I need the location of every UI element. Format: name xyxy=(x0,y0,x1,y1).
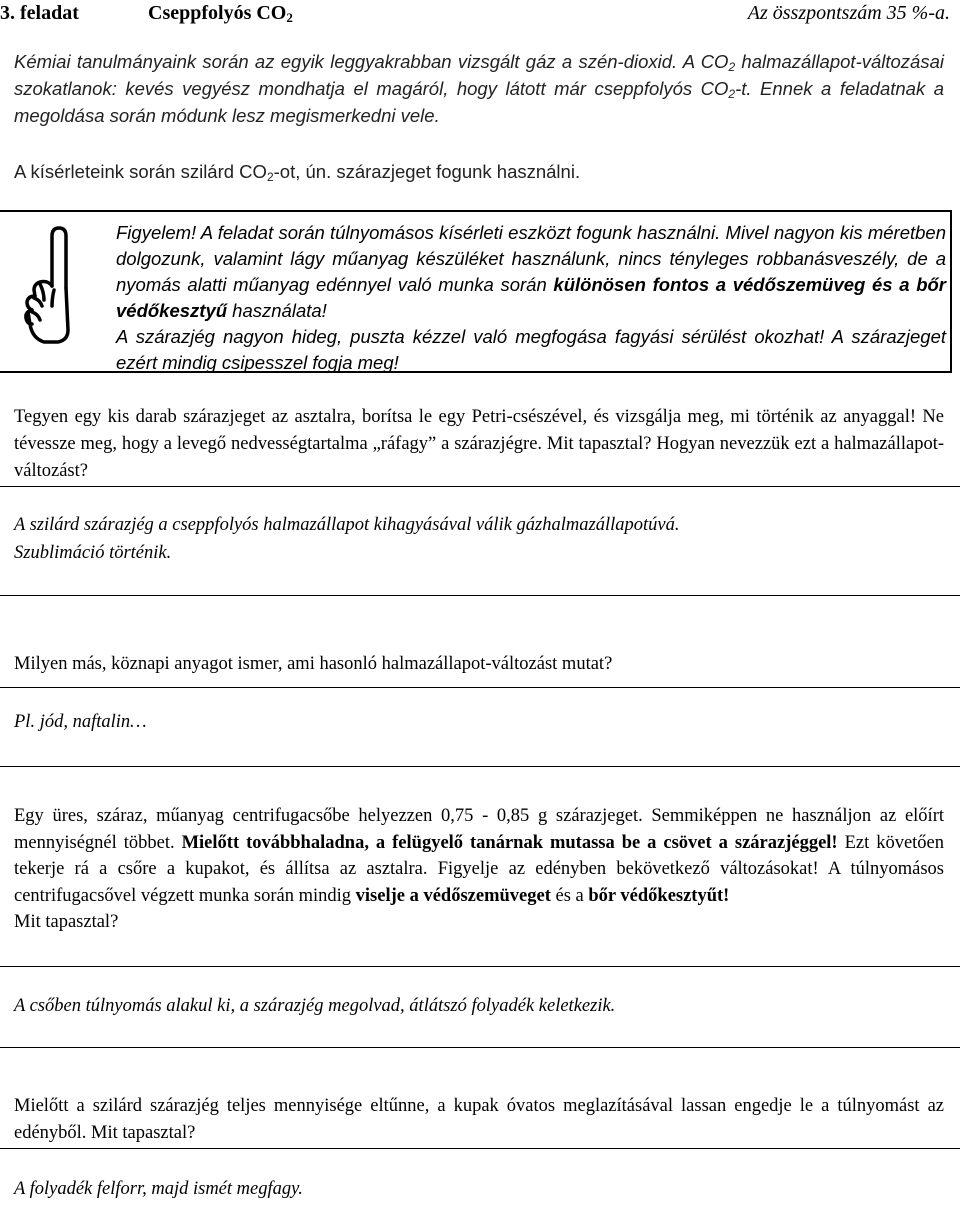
answer-1-line-1: A szilárd szárazjég a cseppfolyós halmazállapot kihagyásával válik gázhalmazállapotúvá. xyxy=(14,515,680,535)
pointing-hand-icon xyxy=(18,226,96,346)
question-4: Mielőtt a szilárd szárazjég teljes mennyisége eltűnne, a kupak óvatos meglazításával lassan engedje le a túlnyomást az edényből. Mit tapasztal? xyxy=(14,1096,944,1143)
safety-warning-box xyxy=(0,210,952,373)
question-3: Egy üres, száraz, műanyag centrifugacsőbe helyezzen 0,75 - 0,85 g szárazjeget. Semmiképpen ne használjon az előírt mennyiségnél többet. Mielőtt továbbhaladna, a felügyelő tanárnak mutassa be a csövet a szárazjéggel! Ezt követően tekerje rá a csőre a kupakot, és állítsa az asztalra. Figyelje az edényben bekövetkező változásokat! A túlnyomásos centrifugacsővel végzett munka során mindig viselje a védőszemüveget és a bőr védőkesztyűt! Mit tapasztal? xyxy=(14,806,945,932)
task-title: Cseppfolyós $CO_2$ xyxy=(148,2,293,25)
task-score: Az összpontszám 35 %-a. xyxy=(747,2,950,24)
task-number: 3. feladat xyxy=(0,2,79,24)
answer-box-3 xyxy=(0,966,960,1048)
answer-box-2 xyxy=(0,687,960,767)
answer-box-4 xyxy=(0,1148,960,1232)
answer-box-1 xyxy=(0,486,960,596)
answer-4: A folyadék felforr, majd ismét megfagy. xyxy=(14,1179,303,1199)
answer-2: Pl. jód, naftalin… xyxy=(14,712,147,732)
question-2: Milyen más, köznapi anyagot ismer, ami hasonló halmazállapot-változást mutat? xyxy=(14,654,613,674)
task-header xyxy=(0,0,960,30)
question-1: Tegyen egy kis darab szárazjeget az asztalra, borítsa le egy Petri-csészével, és vizsgálja meg, mi történik az anyaggal! Ne tévessze meg, hogy a levegő nedvességtartalma „ráfagy” a szárazjégre. Mit tapasztal? Hogyan nevezzük ezt a halmazállapot-változást? xyxy=(14,407,944,481)
warning-text: Figyelem! A feladat során túlnyomásos kísérleti eszközt fogunk használni. Mivel nagyon kis méretben dolgozunk, valamint lágy műanyag készüléket használunk, nincs tényleges robbanásveszély, de a nyomás alatti műanyag edénnyel való munka során különösen fontos a védőszemüveg és a bőr védőkesztyű használata! A szárazjég nagyon hideg, puszta kézzel való megfogása fagyási sérülést okozhat! A szárazjeget ezért mindig csipesszel fogja meg! xyxy=(116,222,946,373)
answer-1-line-2: Szublimáció történik. xyxy=(14,543,172,563)
answer-3: A csőben túlnyomás alakul ki, a szárazjég megolvad, átlátszó folyadék keletkezik. xyxy=(14,996,616,1016)
intro-dry-ice-line: A kísérleteink során szilárd $CO_2-ot$, ún. szárazjeget fogunk használni. xyxy=(14,161,581,184)
intro-paragraph: Kémiai tanulmányaink során az egyik leggyakrabban vizsgált gáz a szén-dioxid. A $CO_2$ halmazállapot-változásai szokatlanok: kevés vegyész mondhatja el magáról, hogy látott már cseppfolyós $CO_2-t$. Ennek a feladatnak a megoldása során módunk lesz megismerkedni vele. xyxy=(14,51,944,126)
